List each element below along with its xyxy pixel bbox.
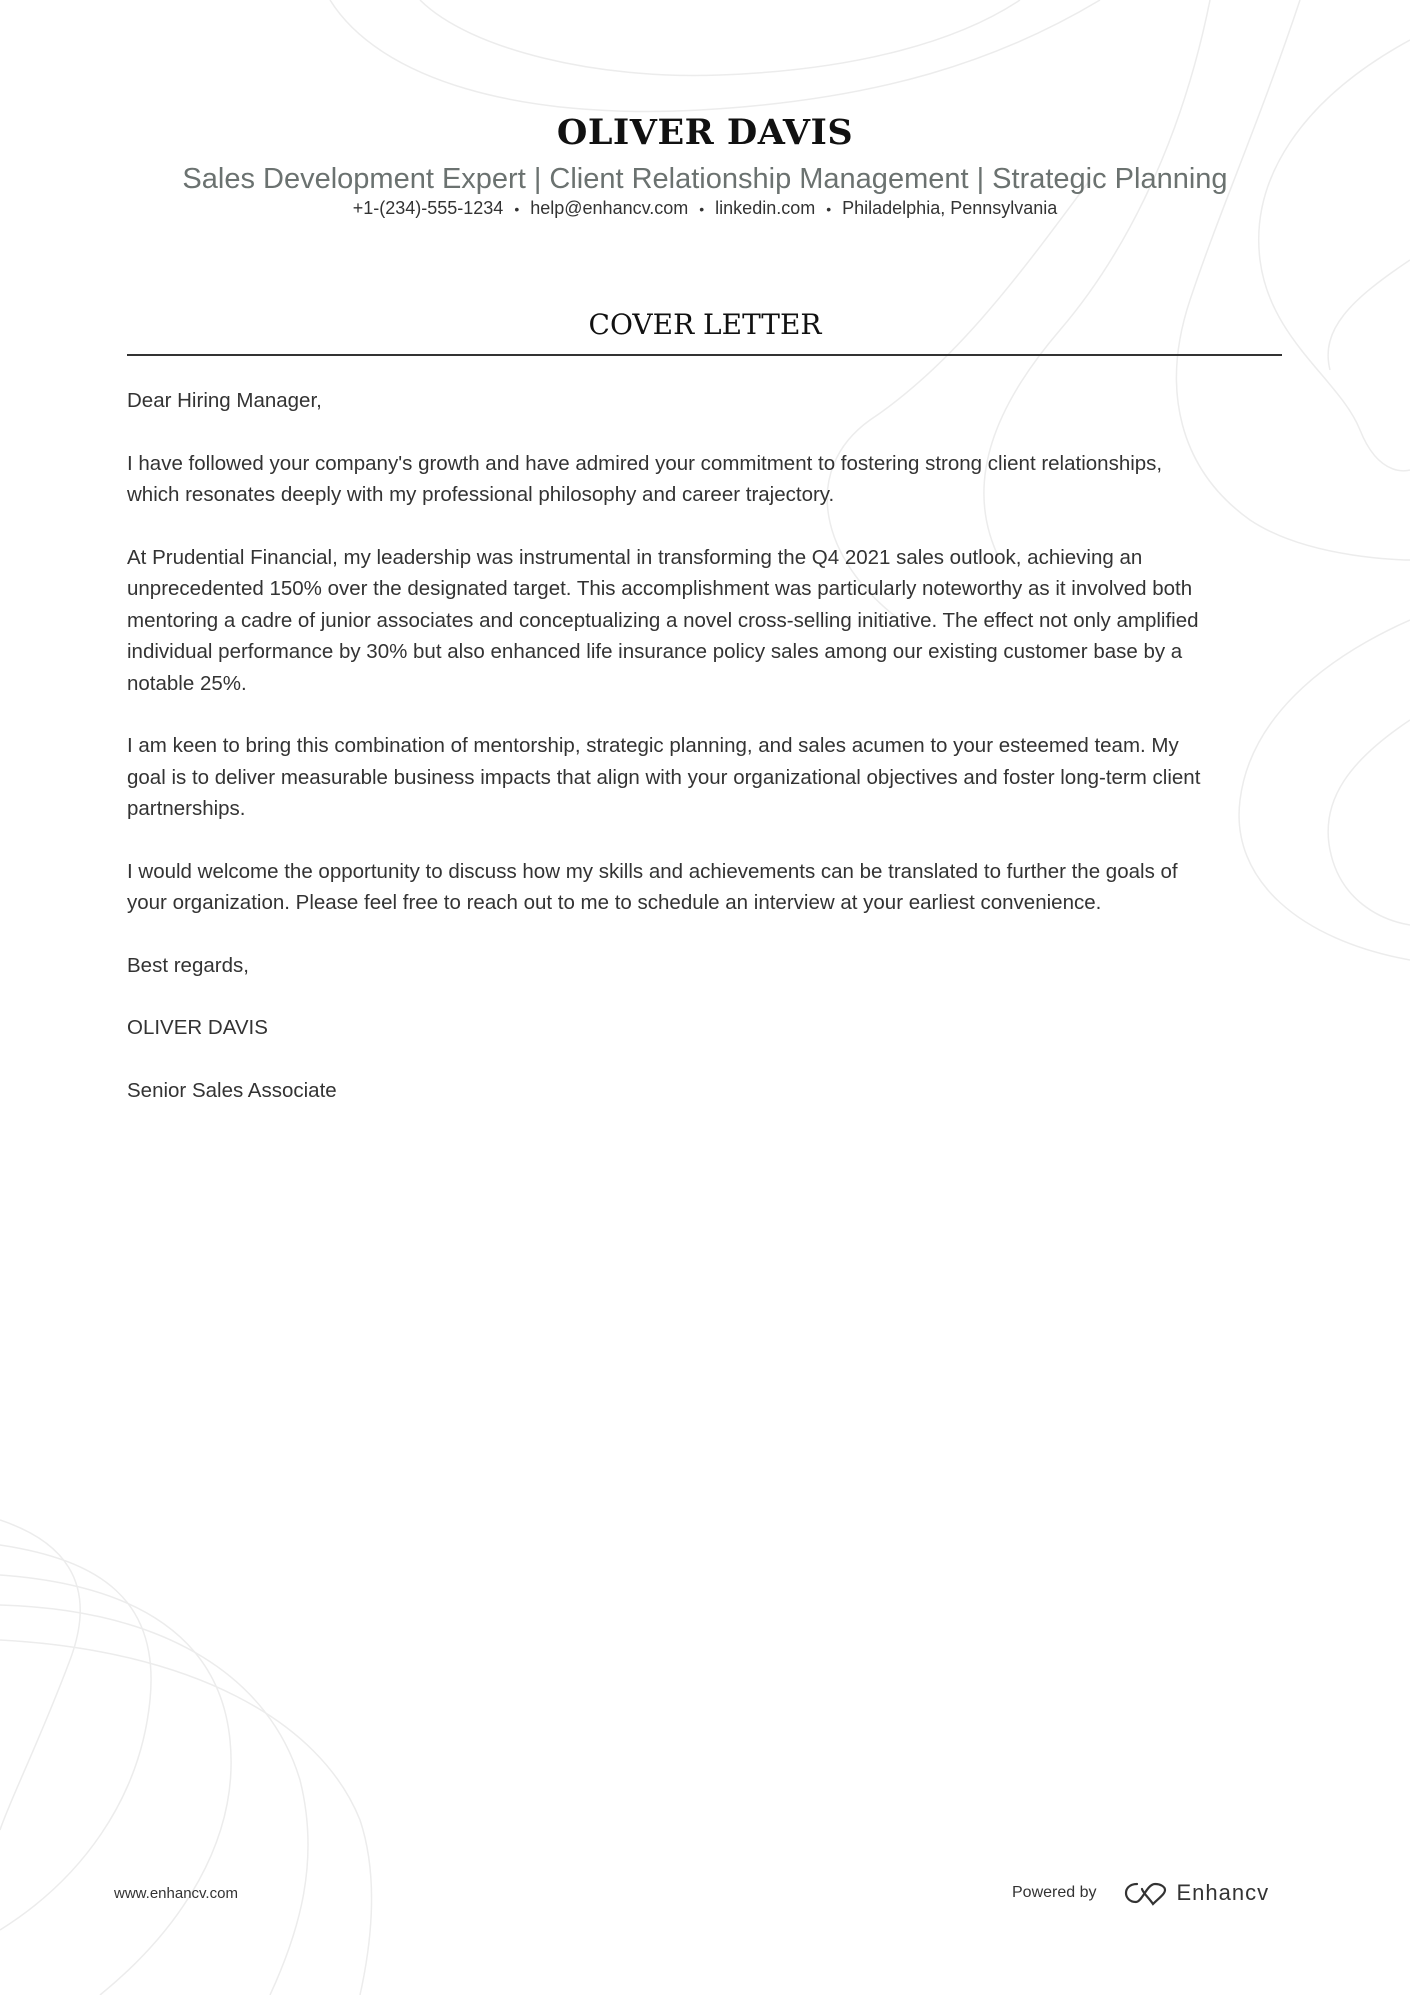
- letter-paragraph: [127, 542, 1297, 700]
- paragraph-line: individual performance by 30% but also enhanced life insurance policy sales among our existing customer base by a: [127, 640, 1183, 663]
- paragraph-line: I am keen to bring this combination of mentorship, strategic planning, and sales acumen to your esteemed team. My: [127, 734, 1179, 757]
- paragraph-line: mentoring a cadre of junior associates and conceptualizing a novel cross-selling initiative. The effect not only amplified: [127, 608, 1199, 632]
- letter-closing: Best regards,: [127, 953, 249, 977]
- separator-dot: •: [514, 201, 520, 217]
- paragraph-line: which resonates deeply with my professional philosophy and career trajectory.: [127, 483, 835, 506]
- contact-email[interactable]: help@enhancv.com: [530, 198, 689, 218]
- paragraph-line: goal is to deliver measurable business impacts that align with your organizational objectives and foster long-term client: [127, 765, 1201, 789]
- separator-dot: •: [699, 201, 705, 217]
- enhancv-logo: [1123, 1880, 1270, 1906]
- paragraph-line: unprecedented 150% over the designated target. This accomplishment was particularly noteworthy as it involved both: [127, 577, 1193, 600]
- enhancv-infinity-icon: [1123, 1880, 1169, 1906]
- candidate-name: OLIVER DAVIS: [556, 112, 854, 153]
- letter-body: [127, 385, 1297, 1137]
- section-divider: [127, 354, 1282, 356]
- letter-paragraph: [127, 730, 1297, 825]
- footer-website-link[interactable]: www.enhancv.com: [114, 1885, 238, 1902]
- signature-name: OLIVER DAVIS: [127, 1016, 268, 1039]
- paragraph-line: your organization. Please feel free to reach out to me to schedule an interview at your earliest convenience.: [127, 891, 1102, 914]
- powered-by[interactable]: [1012, 1880, 1269, 1906]
- separator-dot: •: [826, 201, 832, 217]
- letter-paragraph: [127, 448, 1297, 511]
- contact-phone[interactable]: +1-(234)-555-1234: [352, 198, 504, 218]
- paragraph-line: I would welcome the opportunity to discuss how my skills and achievements can be translated to further the goals of: [127, 859, 1178, 883]
- paragraph-line: partnerships.: [127, 797, 246, 820]
- section-title: COVER LETTER: [588, 308, 822, 341]
- contact-line: [0, 198, 1410, 219]
- powered-by-label: Powered by: [1012, 1884, 1097, 1901]
- contact-linkedin[interactable]: linkedin.com: [715, 198, 816, 218]
- enhancv-brand-name: Enhancv: [1176, 1880, 1270, 1905]
- letter-greeting: Dear Hiring Manager,: [127, 389, 322, 412]
- paragraph-line: I have followed your company's growth and have admired your commitment to fostering strong client relationships,: [127, 451, 1163, 475]
- paragraph-line: At Prudential Financial, my leadership was instrumental in transforming the Q4 2021 sales outlook, achieving an: [127, 545, 1143, 569]
- letter-paragraph: [127, 856, 1297, 919]
- signature-title: Senior Sales Associate: [127, 1078, 337, 1102]
- paragraph-line: notable 25%.: [127, 671, 247, 695]
- contact-location: Philadelphia, Pennsylvania: [842, 198, 1058, 218]
- candidate-headline: Sales Development Expert | Client Relationship Management | Strategic Planning: [182, 163, 1228, 195]
